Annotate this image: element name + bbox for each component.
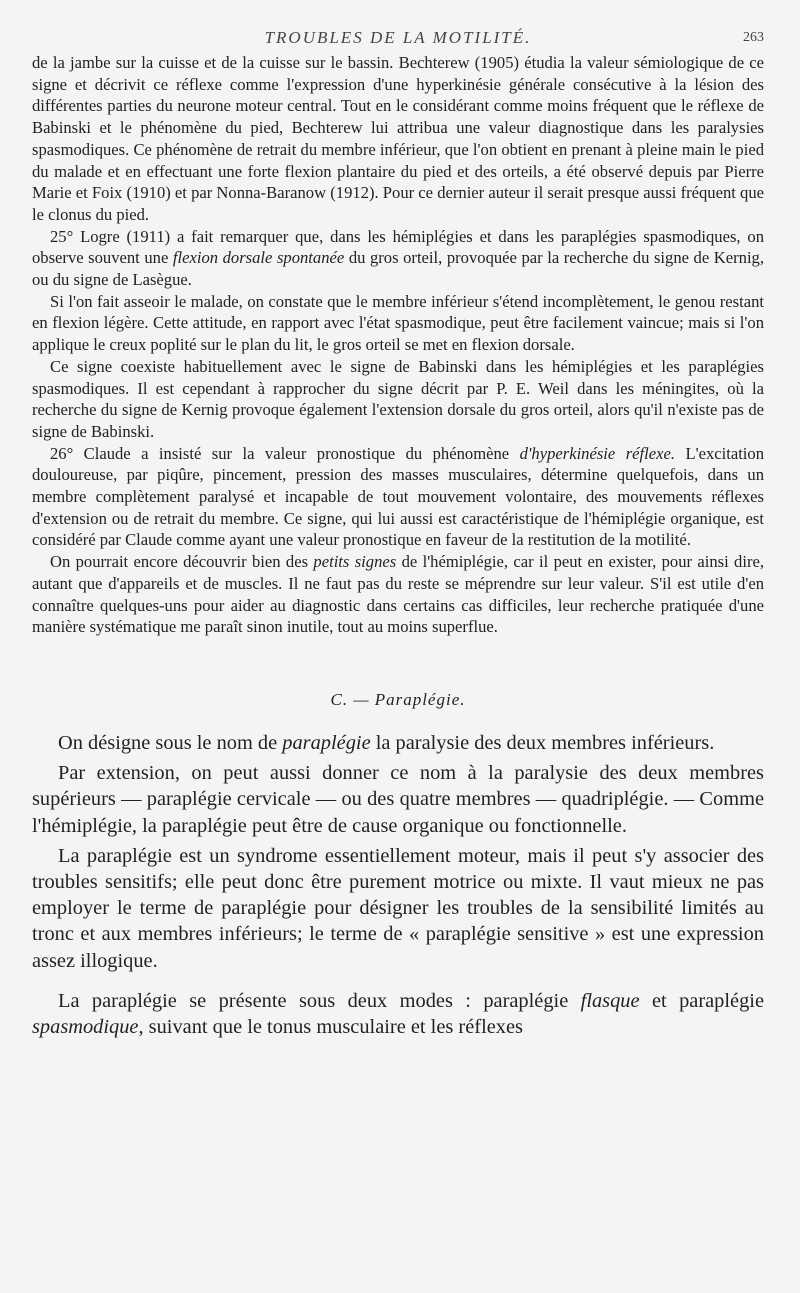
paragraph-bechterew: de la jambe sur la cuisse et de la cuisse sur le bassin. Bechterew (1905) étudia la valeur sémiologique de ce signe et décrivit ce réflexe comme l'expression d'une hyperkinésie générale consécutive à la lésion des différentes parties du neurone moteur central. Tout en le considérant comme moins fréquent que le réflexe de Babinski et le phénomène du pied, Bechterew lui attribua une valeur diagnostique dans les paralysies spasmodiques. Ce phénomène de retrait du membre inférieur, que l'on obtient en prenant à pleine main le pied du malade et en effectuant une forte flexion plantaire du pied et des orteils, a été observé depuis par Pierre Marie et Foix (1910) et par Nonna-Baranow (1912). Pour ce dernier auteur il serait presque aussi fréquent que le clonus du pied. bbox=[32, 53, 764, 224]
paragraph-text: de l'hémiplégie, car il peut en exister, pour ainsi dire, autant que d'appareils et de muscles. Il ne faut pas du reste se méprendre sur leur valeur. S'il est utile d'en connaître quelques-uns pour aider au diagnostic dans certains cas difficiles, leur recherche pratiquée d'une manière systématique me paraît sinon inutile, tout au moins superflue. bbox=[32, 552, 765, 637]
paragraph-extension: Par extension, on peut aussi donner ce nom à la paralysie des deux membres supérieurs — paraplégie cervicale — ou des quatre membres — quadriplégie. — Comme l'hémiplégie, la paraplégie peut être de cause organique ou fonctionnelle. bbox=[32, 762, 764, 837]
paragraph-text: , suivant que le tonus musculaire et les réflexes bbox=[138, 1016, 523, 1039]
section-title: Paraplégie. bbox=[374, 689, 466, 709]
paragraph-text: On pourrait encore découvrir bien des bbox=[50, 552, 314, 572]
page-number: 263 bbox=[743, 30, 764, 45]
paragraph-text: la paralysie des deux membres inférieurs. bbox=[370, 731, 715, 754]
section-letter: C. — bbox=[330, 689, 370, 709]
emphasis-text: flexion dorsale spontanée bbox=[172, 248, 345, 268]
paragraph-petits-signes bbox=[32, 551, 764, 638]
section-heading bbox=[32, 690, 764, 710]
paragraph-text: La paraplégie se présente sous deux modes : paraplégie bbox=[58, 989, 581, 1012]
running-head bbox=[32, 24, 764, 52]
paragraph-text: du gros orteil, provoquée par la recherche du signe de Kernig, ou du signe de Lasègue. bbox=[32, 248, 764, 290]
paragraph-text: 26° Claude a insisté sur la valeur pronostique du phénomène bbox=[50, 443, 520, 463]
paragraph-attitude: Si l'on fait asseoir le malade, on constate que le membre inférieur s'étend incomplètement, le genou restant en flexion légère. Cette attitude, en rapport avec l'état spasmodique, peut être facilement vaincue; mais si l'on applique le creux poplité sur le plan du lit, le gros orteil se met en flexion dorsale. bbox=[32, 291, 764, 355]
small-print-section bbox=[32, 52, 764, 638]
emphasis-text: petits signes bbox=[313, 552, 397, 572]
paragraph-text: et paraplégie bbox=[639, 989, 764, 1012]
emphasis-text: d'hyperkinésie réflexe. bbox=[519, 443, 676, 463]
paragraph-claude bbox=[32, 443, 764, 552]
running-title: TROUBLES DE LA MOTILITÉ. bbox=[264, 28, 532, 47]
large-print-section bbox=[32, 730, 764, 1040]
emphasis-text: flasque bbox=[580, 989, 640, 1012]
paragraph-logre bbox=[32, 226, 764, 291]
paragraph-text: 25° Logre (1911) a fait remarquer que, dans les hémiplégies et dans les paraplégies spasmodiques, on observe souvent une bbox=[32, 226, 764, 268]
paragraph-babinski: Ce signe coexiste habituellement avec le signe de Babinski dans les hémiplégies et les paraplégies spasmodiques. Il est cependant à rapprocher du signe décrit par P. E. Weil dans les méningites, où la recherche du signe de Kernig provoque également l'extension dorsale du gros orteil, alors qu'il n'existe pas de signe de Babinski. bbox=[32, 356, 764, 441]
paragraph-text: On désigne sous le nom de bbox=[58, 731, 283, 754]
paragraph-syndrome: La paraplégie est un syndrome essentiellement moteur, mais il peut s'y associer des troubles sensitifs; elle peut donc être purement motrice ou mixte. Il vaut mieux ne pas employer le terme de paraplégie pour désigner les troubles de la sensibilité limités au tronc et aux membres inférieurs; le terme de « paraplégie sensitive » est une expression assez illogique. bbox=[32, 844, 764, 972]
emphasis-text: spasmodique bbox=[32, 1016, 139, 1039]
paragraph-modes bbox=[32, 988, 764, 1040]
paragraph-text: L'excitation douloureuse, par piqûre, pincement, pression des masses musculaires, détermine quelquefois, dans un membre complètement paralysé et incapable de tout mouvement volontaire, des mouvements réflexes d'extension ou de retrait du membre. Ce signe, qui lui aussi est caractéristique de l'hémiplégie organique, est considéré par Claude comme ayant une valeur pronostique en faveur de la restitution de la motilité. bbox=[32, 443, 765, 550]
emphasis-text: paraplégie bbox=[282, 731, 371, 754]
paragraph-definition bbox=[32, 730, 764, 756]
